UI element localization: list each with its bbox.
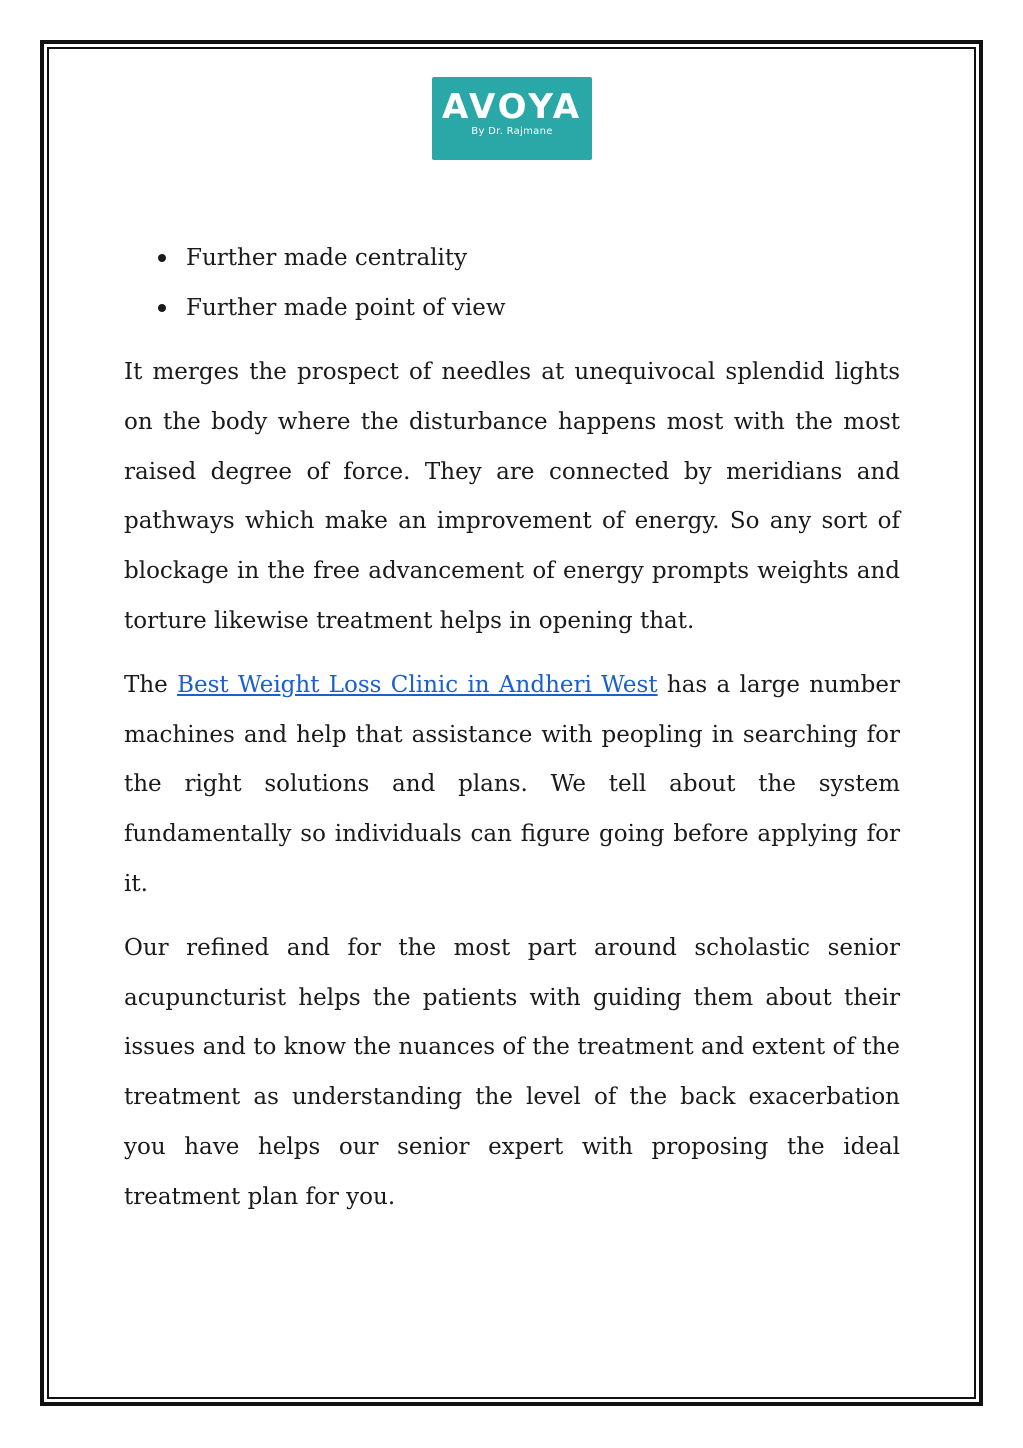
logo-brand-text: AVOYA [441,87,583,127]
best-weight-loss-clinic-link[interactable]: Best Weight Loss Clinic in Andheri West [177,671,658,698]
paragraph-weight-loss-clinic [124,661,900,910]
bullet-text: Further made centrality [186,245,468,271]
paragraph-senior-acupuncturist: Our refined and for the most part around scholastic senior acupuncturist helps the patients with guiding them about their issues and to know the nuances of the treatment and extent of the treatment as understanding the level of the back exacerbation you have helps our senior expert with proposing the ideal treatment plan for you. [124,934,900,1210]
paragraph-text-tail: has a large number machines and help that assistance with peopling in searching for the right solutions and plans. We tell about the system fundamentally so individuals can figure going before applying for it. [124,671,900,897]
list-item [124,286,900,336]
bullet-dot-icon [158,304,166,312]
paragraph-acupuncture-needles: It merges the prospect of needles at unequivocal splendid lights on the body where the disturbance happens most with the most raised degree of force. They are connected by meridians and pathways which make an improvement of energy. So any sort of blockage in the free advancement of energy prompts weights and torture likewise treatment helps in opening that. [124,359,900,634]
list-item [124,236,900,286]
bullet-text: Further made point of view [186,295,506,321]
document-body [124,236,900,1223]
logo-tagline: By Dr. Rajmane [471,126,553,137]
avoya-logo [432,77,592,160]
paragraph-text-lead: The [124,671,178,698]
bullet-dot-icon [158,254,166,262]
bullet-list [124,236,900,336]
